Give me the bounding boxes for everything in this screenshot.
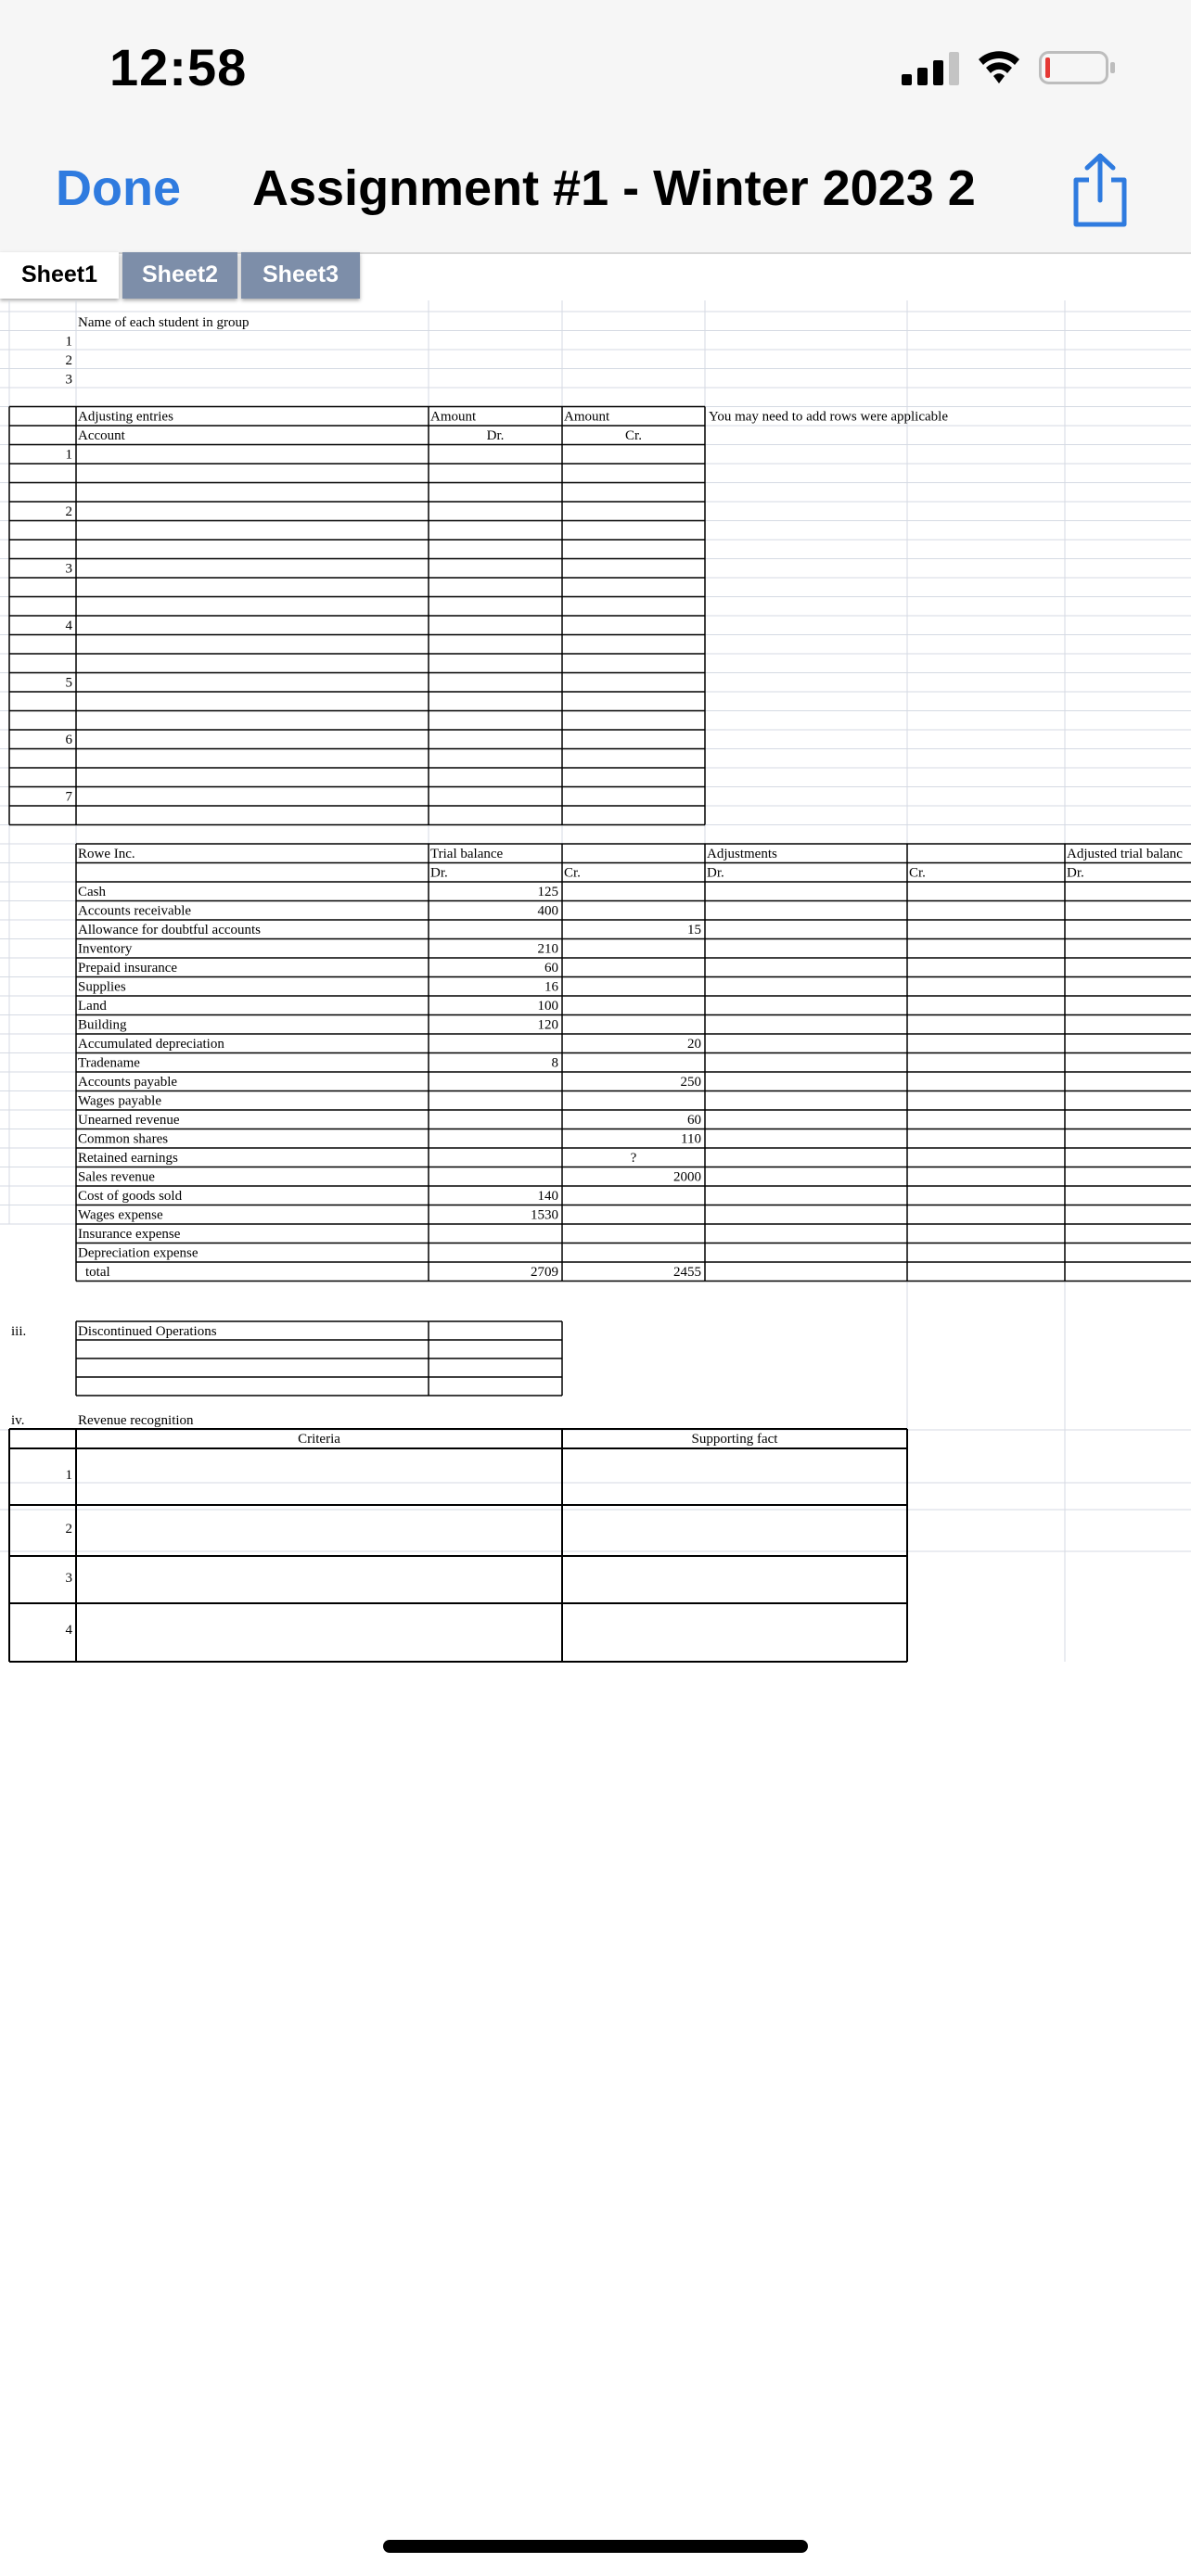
account-name: Building — [78, 1017, 127, 1033]
adjusted-trial-balance-label: Adjusted trial balanc — [1067, 847, 1183, 861]
criteria-number: 4 — [65, 1623, 72, 1638]
document-title: Assignment #1 - Winter 2023 2 — [252, 160, 976, 216]
dr-label: Dr. — [430, 865, 448, 881]
account-name: total — [85, 1265, 110, 1280]
debit-amount: 100 — [537, 999, 558, 1014]
account-name: Accounts receivable — [78, 903, 192, 919]
revenue-title: Revenue recognition — [78, 1413, 194, 1428]
account-name: Sales revenue — [78, 1169, 155, 1185]
account-name: Cost of goods sold — [78, 1189, 183, 1204]
group-row-number: 1 — [65, 334, 72, 350]
section-number: iii. — [11, 1324, 27, 1339]
amount-label: Amount — [564, 409, 610, 425]
entry-number: 4 — [65, 618, 72, 633]
debit-amount: 125 — [537, 885, 558, 899]
credit-amount: 20 — [687, 1037, 701, 1052]
done-button[interactable]: Done — [56, 160, 181, 216]
discontinued-title: Discontinued Operations — [78, 1324, 217, 1339]
tab-sheet1[interactable]: Sheet1 — [0, 252, 119, 299]
credit-amount: 250 — [680, 1075, 701, 1090]
account-name: Prepaid insurance — [78, 961, 178, 976]
account-name: Supplies — [78, 979, 126, 995]
debit-amount: 210 — [537, 941, 558, 957]
credit-amount: ? — [630, 1151, 637, 1166]
tab-sheet2[interactable]: Sheet2 — [122, 252, 237, 299]
debit-amount: 60 — [544, 961, 558, 976]
debit-amount: 120 — [537, 1017, 558, 1033]
account-name: Accounts payable — [78, 1075, 178, 1090]
company-name: Rowe Inc. — [78, 847, 135, 861]
supporting-fact-label: Supporting fact — [691, 1432, 778, 1447]
account-name: Allowance for doubtful accounts — [78, 923, 262, 937]
account-name: Inventory — [78, 941, 133, 957]
credit-amount: 15 — [687, 923, 701, 937]
account-name: Accumulated depreciation — [78, 1037, 224, 1052]
entry-number: 7 — [65, 789, 72, 805]
account-label: Account — [78, 428, 125, 443]
entry-number: 2 — [65, 504, 72, 519]
tab-sheet3[interactable]: Sheet3 — [241, 252, 360, 299]
debit-amount: 400 — [537, 903, 558, 919]
entry-number: 6 — [65, 733, 72, 747]
dr-label: Dr. — [486, 428, 505, 443]
spreadsheet-canvas — [0, 300, 1191, 1673]
dr-label: Dr. — [707, 865, 724, 881]
criteria-number: 3 — [65, 1571, 72, 1586]
share-icon[interactable] — [1069, 152, 1132, 228]
entry-number: 5 — [65, 675, 72, 691]
group-row-number: 3 — [65, 372, 72, 388]
adjusting-note: You may need to add rows were applicable — [709, 409, 948, 425]
credit-amount: 60 — [687, 1113, 701, 1128]
account-name: Unearned revenue — [78, 1113, 180, 1128]
adjustments-label: Adjustments — [707, 847, 777, 861]
account-name: Depreciation expense — [78, 1245, 198, 1261]
account-name: Land — [78, 999, 107, 1014]
home-indicator — [383, 2540, 808, 2553]
account-name: Common shares — [78, 1131, 169, 1147]
debit-amount: 2709 — [531, 1265, 558, 1280]
dr-label: Dr. — [1067, 865, 1084, 881]
debit-amount: 8 — [551, 1055, 558, 1071]
debit-amount: 16 — [544, 979, 558, 995]
account-name: Tradename — [78, 1055, 140, 1071]
debit-amount: 140 — [537, 1189, 558, 1204]
group-heading: Name of each student in group — [78, 315, 250, 330]
group-row-number: 2 — [65, 353, 72, 368]
battery-icon — [1039, 51, 1117, 84]
entry-number: 3 — [65, 561, 72, 577]
credit-amount: 2455 — [673, 1265, 701, 1280]
adjusting-title: Adjusting entries — [78, 409, 173, 425]
criteria-label: Criteria — [298, 1432, 340, 1447]
status-time: 12:58 — [109, 38, 248, 96]
account-name: Insurance expense — [78, 1227, 181, 1242]
spreadsheet-grid[interactable] — [0, 300, 1191, 1673]
credit-amount: 110 — [681, 1131, 701, 1147]
wifi-icon — [976, 46, 1022, 85]
entry-number: 1 — [65, 447, 72, 463]
cr-label: Cr. — [564, 865, 581, 881]
criteria-number: 2 — [65, 1522, 72, 1537]
account-name: Retained earnings — [78, 1151, 178, 1166]
cr-label: Cr. — [909, 865, 926, 881]
account-name: Cash — [78, 885, 106, 899]
account-name: Wages payable — [78, 1093, 161, 1109]
section-number: iv. — [11, 1413, 25, 1428]
cellular-signal-icon — [900, 52, 967, 85]
trial-balance-label: Trial balance — [430, 847, 504, 861]
credit-amount: 2000 — [673, 1169, 701, 1185]
cr-label: Cr. — [625, 428, 642, 443]
amount-label: Amount — [430, 409, 477, 425]
criteria-number: 1 — [65, 1468, 72, 1483]
debit-amount: 1530 — [531, 1207, 558, 1223]
account-name: Wages expense — [78, 1207, 163, 1223]
